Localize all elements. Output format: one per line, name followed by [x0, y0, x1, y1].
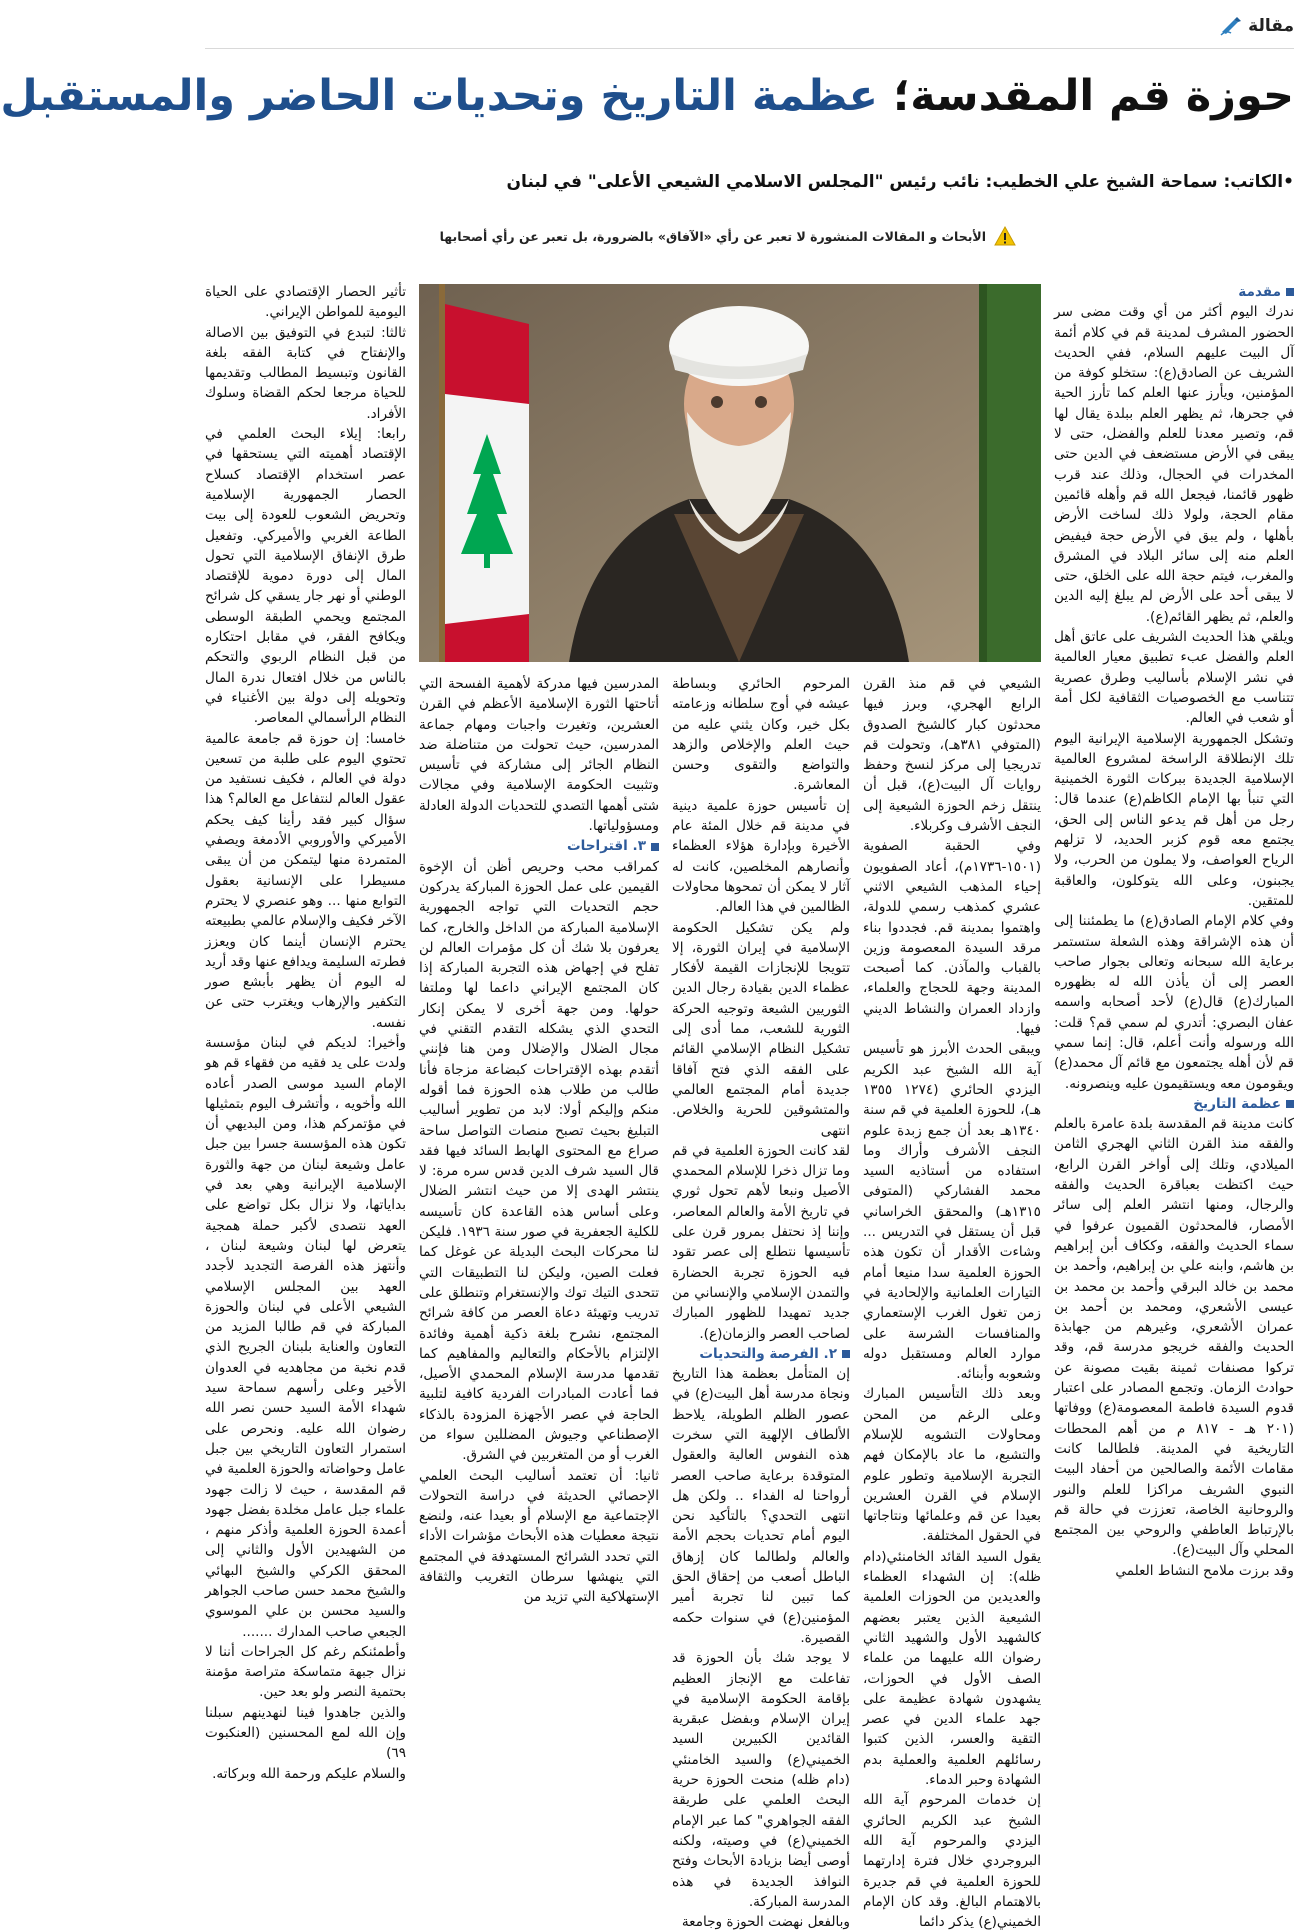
article-column-3: [672, 674, 850, 1931]
top-bar: [205, 12, 1294, 52]
paragraph: ثالثا: لتبدع في التوفيق بين الاصالة والإنفتاح في كتابة الفقه بلغة القانون وتبسيط المطالب وتقديمها للحياة مرجعا لحكم القضاة وسلوك الأفراد.: [205, 324, 406, 422]
paragraph: ولم يكن تشكيل الحكومة الإسلامية في إيران الثورة، إلا تتويجا للإنجازات القيمة لأفكار عظماء الدين بقيادة رجال الدين الثوريين الشيعة وتوجيه الحركة الثورية للشعب، مما أدى إلى تشكيل النظام الإسلامي القائم على الفقه الذي فتح آفاقا جديدة أمام المجتمع العالمي والمتشوقين للحرية والخلاص. انتهى: [672, 919, 850, 1139]
disclaimer-text: الأبحاث و المقالات المنشورة لا تعبر عن رأي «الآفاق» بالضرورة، بل تعبر عن رأي أصحابها: [439, 228, 986, 244]
article-column-2: [863, 674, 1041, 1931]
headline-part1: حوزة قم المقدسة؛: [893, 71, 1294, 121]
paragraph: وأطمئنكم رغم كل الجراحات أننا لا نزال جبهة متماسكة متراصة مؤمنة بحتمية النصر ولو بعد حين.: [205, 1643, 406, 1701]
paragraph: تأثير الحصار الإقتصادي على الحياة اليومية للمواطن الإيراني.: [205, 284, 406, 321]
section-subheading: [1054, 282, 1294, 302]
green-flag: [979, 284, 1041, 662]
paragraph: وبعد ذلك التأسيس المبارك وعلى الرغم من المحن ومحاولات التشويه للإسلام والتشيع، ما عاد بالإمكان فهم التجربة الإسلامية وتطور علوم الإسلام في القرن العشرين بعيدا عن قم وعلمائها ونتاجاتها في الحقول المختلفة.: [863, 1386, 1041, 1545]
paragraph: وقد برزت ملامح النشاط العلمي: [1115, 1562, 1294, 1579]
paragraph: لا يوجد شك بأن الحوزة قد تفاعلت مع الإنجاز العظيم بإقامة الحكومة الإسلامية في إيران الإسلام وبفضل عبقرية القائدين الكبيرين السيد الخميني(ع) والسيد الخامنئي (دام ظله) منحت الحوزة حرية البحث العلمي على طريقة الفقه الجواهري" كما عبر الإمام الخميني(ع) في وصيته، ولكنه أوصى أيضا بزيادة الأبحاث وفتح النوافذ الجديدة في هذه المدرسة المباركة.: [672, 1650, 850, 1910]
square-bullet-icon: [842, 1350, 850, 1358]
section-label[interactable]: [1220, 16, 1294, 36]
warning-icon: [994, 226, 1016, 246]
paragraph: والسلام عليكم ورحمة الله وبركاته.: [212, 1765, 406, 1782]
paragraph: ويلقي هذا الحديث الشريف على عاتق أهل العلم والفضل عبء تطبيق معيار العالمية في نشر الإسلام بأساليب وطرق عصرية تتناسب مع الخصوصيات الثقافية لكل أمة أو شعب في العالم.: [1054, 629, 1294, 727]
paragraph: وفي كلام الإمام الصادق(ع) ما يطمئننا إلى أن هذه الإشراقة وهذه الشعلة ستستمر برعاية الله سبحانه وتعالى بجوار صاحب العصر إلى أن يأذن الله له بظهوره المبارك(ع) قال(ع) لأحد أصحابه واسمه عفان البصري: أتدري لم سمي قم؟ قلت: الله ورسوله وأنت أعلم، قال: إنما سمي قم لأن أهله يجتمعون مع قائم آل محمد(ع) ويقومون معه ويستقيمون عليه وينصرونه.: [1054, 913, 1294, 1092]
author-photo: [419, 284, 1041, 662]
paragraph: وفي الحقبة الصفوية (١٥٠١-١٧٣٦م)، أعاد الصفويون إحياء المذهب الشيعي الاثني عشري كمذهب رسمي للدولة، واهتموا بمدينة قم. فجددوا بناء مرقد السيدة المعصومة وزين بالقباب والمآذن. كما أصبحت المدينة وجهة للحجاج والعلماء، وازداد العمران والنشاط الديني فيها.: [863, 838, 1041, 1038]
paragraph: والذين جاهدوا فينا لنهدينهم سبلنا وإن الله لمع المحسنين (العنكبوت ٦٩): [205, 1704, 406, 1762]
section-subheading: [419, 836, 659, 856]
disclaimer: [440, 226, 1016, 246]
subheading-text: مقدمة: [1238, 284, 1281, 300]
lebanon-flag: [439, 284, 529, 662]
paragraph: رابعا: إيلاء البحث العلمي في الإقتصاد أهميته التي يستحقها في عصر استخدام الإقتصاد كسلاح الحصار الجمهورية الإسلامية وتحريض الشعوب للعودة إلى بيت الطاعة الغربي والأميركي. وتفعيل طرق الإنفاق الإسلامية التي تحول المال إلى دورة دموية للإقتصاد الوطني أو نهر جار يسقي كل شرائح المجتمع ويحمي الطبقة الوسطى ويكافح الفقر، في مقابل احتكاره من قبل النظام الربوي والتحكم بالناس من خلال افتعال ندرة المال وتحويله إلى دولة بين الأغنياء في النظام الرأسمالي المعاصر.: [205, 426, 406, 727]
section-subheading: [1054, 1094, 1294, 1114]
square-bullet-icon: [1286, 1100, 1294, 1108]
subheading-text: ٢. الفرصة والتحديات: [699, 1345, 837, 1362]
paragraph: إن خدمات المرحوم آية الله الشيخ عبد الكريم الحائري اليزدي والمرحوم آية الله البروجردي خلال فترة إدارتهما للحوزة العلمية في قم جديرة بالاهتمام البالغ. وقد كان الإمام الخميني(ع) يذكر دائما: [863, 1792, 1041, 1931]
top-divider: [205, 48, 1294, 49]
article-column-5: [205, 282, 406, 1842]
section-label-text: مقالة: [1248, 16, 1294, 36]
square-bullet-icon: [1286, 288, 1294, 296]
headline-part2: عظمة التاريخ وتحديات الحاضر والمستقبل: [0, 71, 879, 121]
subheading-text: عظمة التاريخ: [1193, 1095, 1281, 1112]
paragraph: إن تأسيس حوزة علمية دينية في مدينة قم خلال المئة عام الأخيرة وبإدارة هؤلاء العظماء وأنصارهم المخلصين، كانت له آثار لا يمكن أن تمحوها محاولات الظالمين في هذا العالم.: [672, 797, 850, 916]
paragraph: لقد كانت الحوزة العلمية في قم وما تزال ذخرا للإسلام المحمدي الأصيل ونبعا لأهم تحول ثوري في تاريخ الأمة والعالم المعاصر، وإننا إذ نحتفل بمرور قرن على تأسيسها نتطلع إلى عصر تقود فيه الحوزة تجربة الحضارة والتمدن الإسلامي والإنساني من جديد تمهيدا للظهور المبارك لصاحب العصر والزمان(ع).: [672, 1142, 850, 1342]
paragraph: ندرك اليوم أكثر من أي وقت مضى سر الحضور المشرف لمدينة قم في كلام أئمة آل البيت عليهم السلام، ففي الحديث الشريف عن الصادق(ع): ستخلو كوفة من المؤمنين، ويأرز عنها العلم كما تأرز الحية في جحرها، ثم يظهر العلم ببلدة يقال لها قم، وتصير معدنا للعلم والفضل، حتى لا يبقى في الأرض مستضعف في الدين حتى المخدرات في الحجال، وذلك عند قرب ظهور قائمنا، فيجعل الله قم وأهله قائمين مقام الحجة، ولولا ذلك لساخت الأرض بأهلها ، ولم يبق في الأرض حجة فيفيض العلم منه إلى سائر البلاد في المشرق والمغرب، فيتم حجة الله على الخلق، حتى لا يبقى أحد على الأرض لم يبلغ إليه الدين والعلم، ثم يظهر القائم(ع).: [1054, 304, 1294, 625]
paragraph: ويبقى الحدث الأبرز هو تأسيس آية الله الشيخ عبد الكريم اليزدي الحائري (١٢٧٤ ١٣٥٥ هـ)، للحوزة العلمية في قم سنة ١٣٤٠هـ بعد أن جمع زبدة علوم النجف الأشرف وأراك وما استفاده من أستاذيه السيد محمد الفشاركي (المتوفى ١٣١٥هـ) والمحقق الخراساني قبل أن يستقل في التدريس ... وشاءت الأقدار أن تكون هذه الحوزة العلمية سدا منيعا أمام التيارات العلمانية والإلحادية في زمن تغول الغرب الإستعماري والمنافسات الشرسة على موارد العالم ومستقبل دوله وشعوبه وأبنائه.: [863, 1041, 1041, 1383]
paragraph: المدرسين فيها مدركة لأهمية الفسحة التي أتاحتها الثورة الإسلامية الأعظم في القرن العشرين، وتغيرت واجبات ومهام جماعة المدرسين، حيث تحولت من متناضلة ضد النظام الجائر إلى مشاركة في تأسيس وتثبيت الحكومة الإسلامية وفي مجالات شتى أهمها التصدي للتحديات الدولة العادلة ومسؤولياتها.: [419, 676, 659, 835]
paragraph: الشيعي في قم منذ القرن الرابع الهجري، وبرز فيها محدثون كبار كالشيخ الصدوق (المتوفي ٣٨١هـ)، وتحولت قم تدريجيا إلى مركز لنسخ وحفظ روايات آل البيت(ع)، قبل أن ينتقل زخم الحوزة الشيعية إلى النجف الأشرف وكربلاء.: [863, 676, 1041, 835]
pen-icon: [1220, 16, 1242, 36]
section-subheading: [672, 1344, 850, 1364]
article-column-4: [419, 674, 659, 1844]
article-headline: [0, 68, 1294, 124]
paragraph: كمراقب محب وحريص أظن أن الإخوة القيمين على عمل الحوزة المباركة يدركون حجم التحديات التي تواجه الجمهورية الإسلامية المباركة من الداخل والخارج، كما يعرفون بلا شك أن كل مؤمرات العالم لن تفلح في إجهاض هذه التجربة المباركة إذا كان المجتمع الإيراني داعما لها وملتفا حولها. ومن جهة أخرى لا يمكن إنكار التحدي الذي يشكله التقدم التقني في مجال الضلال والإضلال ومن هنا فإنني أتقدم بهذه الإقتراحات كبضاعة مزجاة فأنا طالب من طلاب هذه الحوزة فما أقوله منكم وإليكم أولا: لابد من تطوير أساليب التبليغ بحيث تصبح منصات التواصل ساحة صراع مع المحتوى الهابط السائد فيها فقد قال السيد شرف الدين قدس سره مرة: لا ينتشر الهدى إلا من حيث انتشر الضلال وعلى أساس هذه القاعدة كان تأسيسه للكلية الجعفرية في صور سنة ١٩٣٦. فليكن لنا محركات البحث البديلة عن غوغل كما فعلت الصين، وليكن لنا التطبيقات التي تتحدى التيك توك والإنستغرام وتنطلق على تدريب وتهيئة دعاة العصر من كافة شرائح المجتمع، نشرح بلغة ذكية أهمية وفائدة الإلتزام بالأحكام والتعاليم والمفاهيم كما تقدمها مدرسة الإسلام المحمدي الأصيل، فما أعادت المبادرات الفردية كافية لتلبية الحاجة في عصر الأجهزة المزودة بالذكاء الإصطناعي وجيوش المضللين سواء من الغرب أو من المتغربين في الشرق.: [419, 858, 659, 1464]
subheading-text: ٣. اقتراحات: [567, 838, 646, 855]
paragraph: المرحوم الحائري وبساطة عيشه في أوج سلطانه وزعامته بكل خير، وكان يثني عليه من حيث العلم والإخلاص والزهد والتواضع والتقوى وحسن المعاشرة.: [672, 676, 850, 794]
article-column-1: [1054, 282, 1294, 1842]
paragraph: ثانيا: أن تعتمد أساليب البحث العلمي الإحصائي الحديثة في دراسة التحولات الإجتماعية مع الإسلام أو بعيدا عنه، ولنضع نتيجة معطيات هذه الأبحاث مؤشرات الأداء التي تحدد الشرائح المستهدفة في المجتمع التي ينهشها سرطان التغريب والثقافة الإستهلاكية التي تزيد من: [419, 1467, 659, 1606]
paragraph: وأخيرا: لديكم في لبنان مؤسسة ولدت على يد فقيه من فقهاء قم هو الإمام السيد موسى الصدر أعاده الله وأخويه ، وأتشرف اليوم بتمثيلها في مؤتمركم هذا، ومن البديهي أن تكون هذه المؤسسة جسرا بين جبل عامل وشيعة لبنان من جهة والثورة الإسلامية الإيرانية وهي بعد في بداياتها، ولا نزال بكل تواضع على العهد نتصدى لأكبر حملة همجية يتعرض لها لبنان وشيعة لبنان ، وأنتهز هذه الفرصة التجديد لأجدد العهد بين المجلس الإسلامي الشيعي الأعلى في لبنان والحوزة المباركة في قم طالبا المزيد من التعاون والعناية بلبنان الجريح الذي قدم نخبة من مجاهديه في العدوان الأخير وعلى رأسهم سماحة سيد شهداء الأمة السيد حسن نصر الله رضوان الله عليه. ونحرص على استمرار التعاون التاريخي بين جبل عامل وحواضاته والحوزة العلمية في قم المقدسة ، حيث لا زالت جهود علماء جبل عامل مخلدة بفضل جهود أعمدة الحوزة العلمية وأذكر منهم ، من الشهيدين الأول والثاني إلى المحقق الكركي والشيخ البهائي والشيخ محمد حسن صاحب الجواهر والسيد محسن بن علي الموسوي الجبعي صاحب المدارك .......: [205, 1034, 406, 1640]
paragraph: وتشكل الجمهورية الإسلامية الإيرانية اليوم تلك الإنطلاقة الراسخة لمشروع العالمية الإسلامية الجديدة ببركات الثورة الخمينية التي تنبأ بها الإمام الكاظم(ع) عندما قال: رجل من أهل قم يدعو الناس إلى الحق، يجتمع معه قوم كزبر الحديد، لا تزلهم الرياح العواصف، ولا يملون من الحرب، ولا يجبنون، وعلى الله يتوكلون، والعاقبة للمتقين.: [1054, 730, 1294, 909]
paragraph: يقول السيد القائد الخامنئي(دام ظله): إن الشهداء العظماء والعديدين من الحوزات العلمية الشيعية الذين يعتبر بعضهم كالشهيد الأول والشهيد الثاني رضوان الله عليهما من علماء الصف الأول في الحوزات، يشهدون شهادة عظيمة على جهد علماء الدين في عصر التقية والعسر، الذين كتبوا رسائلهم العلمية والعملية بدم الشهادة وحبر الدماء.: [863, 1548, 1041, 1789]
paragraph: خامسا: إن حوزة قم جامعة عالمية تحتوي اليوم على طلبة من تسعين دولة في العالم ، فكيف نستفيد من عقول العالم لنتفاعل مع العالم؟ هذا سؤال كبير فقد رأينا كيف يحكم الأميركي والأوروبي الأدمغة ويصفي المتمردة منها ليتمكن من أن يبقى مسيطرا على الإنسانية بعقول التوابع منها ... وهو عنصري لا يحترم الآخر فكيف والإسلام عالمي بطبيعته يحترم الإنسان أينما كان ويعزز فطرته السليمة ويدافع عنها وقد أريد له اليوم أن يظهر بأبشع صور التكفير والإرهاب ويغترب حتى عن نفسه.: [205, 730, 406, 1031]
paragraph: إن المتأمل بعظمة هذا التاريخ ونجاة مدرسة أهل البيت(ع) في عصور الظلم الطويلة، يلاحظ الألطاف الإلهية التي سخرت هذه النفوس العالية والعقول المتوقدة برعاية صاحب العصر أرواحنا له الفداء .. ولكن هل انتهى التحدي؟ بالتأكيد نحن اليوم أمام تحديات بحجم الأمة والعالم ولطالما كان إزهاق الباطل أصعب من إحقاق الحق كما تبين لنا تجربة أمير المؤمنين(ع) في سنوات حكمه القصيرة.: [672, 1366, 850, 1646]
square-bullet-icon: [651, 843, 659, 851]
paragraph: وبالفعل نهضت الحوزة وجامعة: [681, 1914, 850, 1931]
paragraph: كانت مدينة قم المقدسة بلدة عامرة بالعلم والفقه منذ القرن الثاني الهجري الثامن الميلادي، وتلك إلى أواخر القرن الرابع، حيث اكتظت بعباقرة الحديث والفقه والرجال، ومنها انتشر العلم إلى سائر الأمصار، فالمحدثون القميون عرفوا في سماء الحديث والفقه، وككاف أبن إبراهيم بن هاشم، وابنه علي بن إبراهيم، وأحمد بن محمد بن خالد البرقي وأحمد بن محمد بن عيسى الأشعري، ومحمد بن أحمد بن عمران الأشعري، وغيرهم من جهابذة الحديث والفقه خريجو مدرسة قم، وقد تركوا مصنفات ثمينة بقيت مصونة عن حوادث الزمان. وتجمع المصادر على اعتبار قدوم السيدة فاطمة المعصومة(ع) ووفاتها (٢٠١ هـ - ٨١٧ م من أهم المحطات التاريخية في المدينة. فلطالما كانت مقامات الأئمة والصالحين من أحفاد البيت النبوي الشريف مراكزا للعلم والنور والروحانية الخاصة، تعززت في حالة قم بالإرتباط العاطفي والروحي بين المجتمع المحلي وآل البيت(ع).: [1054, 1116, 1294, 1559]
article-byline: •الكاتب: سماحة الشيخ علي الخطيب: نائب رئيس "المجلس الاسلامي الشيعي الأعلى" في لبنان: [506, 172, 1294, 192]
